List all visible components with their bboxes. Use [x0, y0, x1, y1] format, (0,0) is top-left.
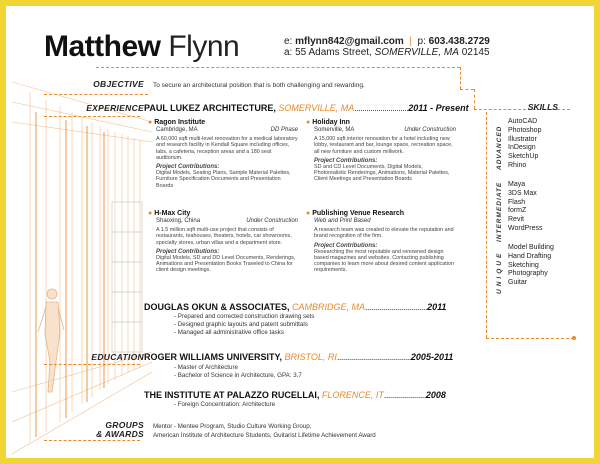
project-title: Publishing Venue Research — [312, 210, 405, 217]
groups-line: American Institute of Architecture Students, Guitarist Lifetime Achievement Award — [153, 432, 376, 439]
header-divider-line — [96, 67, 460, 68]
skills-connector-line — [474, 89, 475, 109]
skill-item: formZ — [508, 207, 527, 215]
phone-prefix: p: — [417, 36, 426, 47]
contact-separator: | — [409, 36, 412, 47]
header-connector-line-2 — [460, 89, 474, 90]
skills-title: SKILLS — [527, 102, 558, 112]
job-heading-1: PAUL LUKEZ ARCHITECTURE, SOMERVILLE, MA...........................2011 - Present — [144, 103, 469, 113]
email-link[interactable]: mflynn842@gmail.com — [295, 36, 404, 47]
section-education: EDUCATION — [91, 352, 144, 362]
skill-item: Flash — [508, 198, 526, 206]
project-h-max-city: ● H-Max City Shaoxing, China Under Construction A 1.5 million sqft multi-use project that consists of restaurants, teahouses, theaters, hotels, car showrooms, specialty stores, urban villas and a department store. Project Contributions: Digital Models, SD and DD Level Documents, Renderings, Animations and Presentation Books Traveled to China for client design meetings. — [148, 210, 298, 274]
last-name: Flynn — [168, 30, 240, 63]
project-publishing-venue-research: ● Publishing Venue Research Web and Print Based A research team was created to elevate the reputation and brand recognition of the firm. Project Contributions: Researching the most reputable and renowned design based magazines and websites. Contacting publishing companies to learn more about desired content application requirements. — [306, 210, 454, 274]
project-title: Ragon Institute — [154, 119, 206, 126]
job-heading-2: DOUGLAS OKUN & ASSOCIATES, CAMBRIDGE, MA...............................2011 — [144, 302, 447, 312]
skills-end-dot — [572, 336, 576, 340]
skill-item: Illustrator — [508, 135, 537, 143]
skill-level-advanced: ADVANCED — [496, 125, 503, 171]
education-2-details — [174, 401, 275, 409]
skill-item: Maya — [508, 181, 526, 188]
section-experience: EXPERIENCE — [86, 103, 144, 113]
skill-item: 3DS Max — [508, 189, 537, 197]
project-holiday-inn: ● Holiday Inn Somerville, MA Under Construction A 15,000 sqft interior renovation for a hotel including new lobby, restaurant and bar, lounge space, recreation space, all new furniture and custom millwork. Project Contributions: SD and CD Level Documents, Digital Models, Photorealistic Renderings, Animations, Material Palettes, Client Meetings and Presentation Boards — [306, 119, 456, 183]
groups-underline — [44, 440, 140, 441]
skill-item: Hand Drafting — [508, 252, 552, 260]
section-objective: OBJECTIVE — [93, 79, 144, 89]
skill-item: SketchUp — [508, 153, 539, 161]
duty-item: - Managed all administrative office tasks — [174, 329, 284, 336]
skill-item: Photoshop — [508, 126, 542, 134]
skills-intermediate-list — [508, 181, 543, 234]
skill-item: Model Building — [508, 244, 554, 251]
job-2-duties — [174, 313, 314, 337]
project-title: H-Max City — [154, 210, 191, 217]
skill-level-unique: UNIQUE — [496, 250, 503, 294]
skill-item: Revit — [508, 216, 524, 224]
address-city: SOMERVILLE, MA — [374, 47, 459, 58]
email-prefix: e: — [284, 36, 293, 47]
duty-item: - Prepared and corrected construction drawing sets — [174, 313, 315, 320]
skill-item: InDesign — [508, 144, 536, 152]
objective-text: To secure an architectural position that is both challenging and rewarding. — [153, 82, 365, 89]
section-groups-awards: GROUPS & AWARDS — [96, 420, 144, 439]
skill-item: WordPress — [508, 224, 543, 232]
skills-unique-list — [508, 244, 554, 288]
phone-number: 603.438.2729 — [428, 36, 490, 47]
address-prefix: a: — [284, 47, 293, 58]
skill-item: Rhino — [508, 161, 527, 169]
degree-item: - Bachelor of Science in Architecture, GPA: 3.7 — [174, 372, 302, 379]
skill-item: Photography — [508, 270, 548, 278]
architectural-sketch-illustration — [12, 62, 152, 454]
groups-awards-text — [153, 422, 376, 440]
groups-line: Mentor - Mentee Program, Studio Culture Working Group, — [153, 423, 312, 430]
skill-item: Guitar — [508, 279, 528, 287]
skill-item: Sketching — [508, 261, 539, 269]
project-ragon-institute: ● Ragon Institute Cambridge, MA DD Phase A 60,000 sqft multi-level renovation for a medical laboratory and research facility in Kendall Square including offices, labs, a cafeteria, reception areas and a 180 seat auditorium. Project Contributions: Digital Models, Seating Plans, Sample Material Palettes, Furniture Specification Documents and Presentation Boards — [148, 119, 298, 189]
first-name: Matthew — [44, 30, 161, 63]
education-heading-2: THE INSTITUTE AT PALAZZO RUCELLAI, FLORENCE, IT.....................2008 — [144, 390, 446, 400]
education-1-details — [174, 364, 302, 380]
skill-level-intermediate: INTERMEDIATE — [496, 181, 503, 242]
header-connector-line — [460, 67, 461, 89]
street-address: 55 Adams Street, — [295, 47, 372, 58]
contact-address — [284, 47, 490, 58]
skills-advanced-list — [508, 118, 541, 171]
candidate-name — [44, 31, 239, 63]
education-underline — [44, 364, 140, 365]
skills-bottom-line — [486, 338, 574, 339]
skill-item: AutoCAD — [508, 118, 538, 125]
degree-item: - Foreign Concentration: Architecture — [174, 401, 276, 408]
objective-underline — [44, 94, 148, 95]
project-title: Holiday Inn — [312, 119, 350, 126]
education-heading-1: ROGER WILLIAMS UNIVERSITY, BRISTOL, RI.....................................2005-2011 — [144, 352, 454, 362]
contact-email-phone — [284, 36, 490, 47]
duty-item: - Designed graphic layouts and patent submittals — [174, 321, 308, 328]
degree-item: - Master of Architecture — [174, 364, 238, 371]
experience-underline — [44, 116, 140, 117]
address-zip: 02145 — [461, 47, 490, 58]
skills-side-line — [486, 112, 487, 338]
